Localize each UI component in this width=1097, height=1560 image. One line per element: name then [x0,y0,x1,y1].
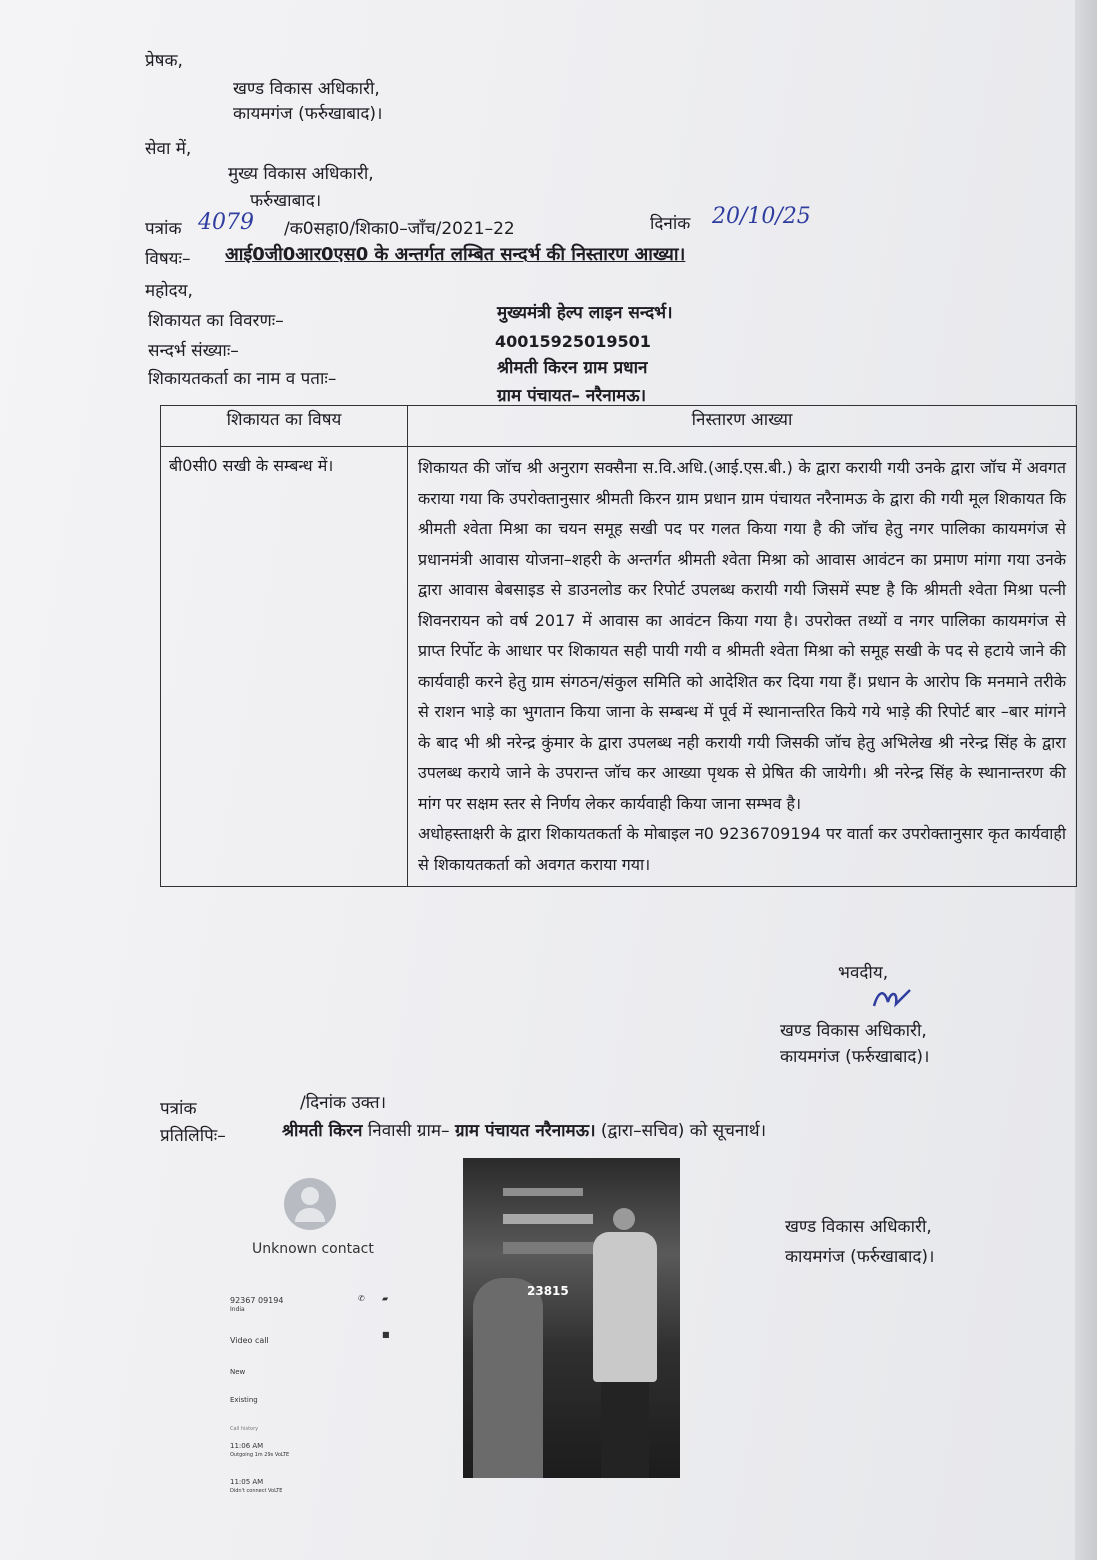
reference-number: 40015925019501 [495,332,651,351]
signatory2-line-1: खण्ड विकास अधिकारी, [785,1217,932,1237]
footer-dinank: /दिनांक उक्त। [300,1093,387,1113]
phone-country: India [230,1306,245,1313]
report-table [160,405,1077,887]
closing: भवदीय, [838,963,889,983]
photo-shelf [503,1214,593,1224]
photo-sign-text: 23815 [527,1284,569,1298]
message-icon: ▰ [382,1294,389,1303]
new-label: New [230,1368,246,1376]
patrank-label: पत्रांक [145,219,182,239]
copy-name: श्रीमती किरन [282,1121,363,1141]
copy-village: ग्राम पंचायत नरैनामऊ। [454,1121,596,1141]
table-header-report: निस्तारण आख्या [408,406,1077,447]
to-label: सेवा में, [145,139,192,159]
recipient-line-2: फर्रुखाबाद। [250,191,322,211]
photo-person-legs [601,1382,649,1478]
sender-label: प्रेषक, [145,51,183,71]
sender-line-2: कायमगंज (फर्रुखाबाद)। [233,104,383,124]
call1-detail: Outgoing 1m 29s VoLTE [230,1452,290,1458]
call-log-screenshot [222,1160,412,1520]
footer-patrank: पत्रांक [160,1099,197,1119]
subject-text: आई0जी0आर0एस0 के अन्तर्गत लम्बित सन्दर्भ की निस्तारण आख्या। [225,244,686,265]
contact-avatar-icon [284,1178,336,1230]
signature-mark [868,984,916,1014]
patrank-number: 4079 [198,210,254,235]
call2-time: 11:05 AM [230,1478,264,1486]
salutation: महोदय, [145,281,193,301]
copy-label: प्रतिलिपिः– [160,1126,226,1146]
detail-value-1: मुख्यमंत्री हेल्प लाइन सन्दर्भ। [497,303,673,323]
patrank-reference: /क0सहा0/शिका0–जाँच/2021–22 [284,219,515,239]
table-cell-subject: बी0सी0 सखी के सम्बन्ध में। [161,447,408,887]
detail-label-2: सन्दर्भ संख्याः– [148,341,239,361]
complainant-name: श्रीमती किरन ग्राम प्रधान [497,358,648,378]
table-cell-report [408,447,1077,887]
call1-time: 11:06 AM [230,1442,264,1450]
page-edge [1075,0,1097,1560]
photo-shelf [503,1188,583,1196]
video-call-label: Video call [230,1336,269,1345]
contact-name: Unknown contact [252,1241,374,1257]
detail-label-1: शिकायत का विवरणः– [148,311,284,331]
signatory-line-2: कायमगंज (फर्रुखाबाद)। [780,1047,930,1067]
existing-label: Existing [230,1396,258,1404]
sender-line-1: खण्ड विकास अधिकारी, [233,79,380,99]
signatory2-line-2: कायमगंज (फर्रुखाबाद)। [785,1247,935,1267]
recipient-line-1: मुख्य विकास अधिकारी, [228,164,374,184]
copy-end: (द्वारा–सचिव) को सूचनार्थ। [600,1121,767,1141]
copy-text [282,1120,766,1142]
evidence-photo [463,1158,680,1478]
report-paragraph-2: अधोहस्ताक्षरी के द्वारा शिकायतकर्ता के मोबाइल न0 9236709194 पर वार्ता कर उपरोक्तानुसार कृत कार्यवाही से शिकायतकर्ता को अवगत कराया गया। [418,824,1066,874]
photo-shelf [503,1242,603,1254]
photo-person-head [613,1208,635,1230]
signatory-line-1: खण्ड विकास अधिकारी, [780,1021,927,1041]
video-icon: ■ [382,1330,390,1339]
call-icon: ✆ [358,1294,365,1303]
subject-label: विषयः– [145,249,191,269]
copy-mid: निवासी ग्राम– [367,1121,450,1141]
dinank-value: 20/10/25 [712,204,811,229]
report-paragraph-1: शिकायत की जॉच श्री अनुराग सक्सैना स.वि.अधि.(आई.एस.बी.) के द्वारा करायी गयी उनके द्वारा जॉच में अवगत कराया गया कि उपरोक्तानुसार श्रीमती किरन ग्राम प्रधान ग्राम पंचायत नरैनामऊ के द्वारा की गयी मूल शिकायत कि श्रीमती श्वेता मिश्रा का चयन समूह सखी पद पर गलत किया गया है की जॉच हेतु नगर पालिका कायमगंज से प्रधानमंत्री आवास योजना–शहरी के अन्तर्गत श्रीमती श्वेता मिश्रा को आवास आवंटन का प्रमाण मांगा गया उनके द्वारा आवास बेबसाइड से डाउनलोड कर रिपोर्ट उपलब्ध करायी गयी जिसमें स्पष्ट है कि श्रीमती श्वेता मिश्रा पत्नी शिवनरायन को वर्ष 2017 में आवास का आवंटन किया गया है। उपरोक्त तथ्यों व नगर पालिका कायमगंज से प्राप्त रिर्पोट के आधार पर शिकायत सही पायी गयी व श्रीमती श्वेता मिश्रा को समूह सखी के पद से हटाये जाने की कार्यवाही करने हेतु ग्राम संगठन/संकुल समिति को आदेशित कर दिया गया हैं। प्रधान के आरोप कि मनमाने तरीके से राशन भाड़े का भुगतान किया जाना के सम्बन्ध में पूर्व में स्थानान्तरित किये गये भाड़े की रिपोर्ट बार –बार मांगने के बाद भी श्री नरेन्द्र कुंमार के द्वारा उपलब्ध नही करायी गयी जिसकी जॉच हेतु अभिलेख श्री नरेन्द्र सिंह के द्वारा उपलब्ध कराये जाने के उपरान्त जॉच कर आख्या पृथक से प्रेषित की जायेगी। श्री नरेन्द्र सिंह के स्थानान्तरण की मांग पर सक्षम स्तर से निर्णय लेकर कार्यवाही किया जाना सम्भव है। [418,458,1066,813]
call2-detail: Didn't connect VoLTE [230,1488,283,1494]
photo-second-person [473,1278,543,1478]
call-history-label: Call history [230,1426,259,1432]
phone-number: 92367 09194 [230,1296,284,1305]
complainant-address: ग्राम पंचायत– नरैनामऊ। [497,386,647,406]
detail-label-3: शिकायतकर्ता का नाम व पताः– [148,369,337,389]
dinank-label: दिनांक [650,214,691,234]
table-header-subject: शिकायत का विषय [161,406,408,447]
photo-person-body [593,1232,657,1382]
